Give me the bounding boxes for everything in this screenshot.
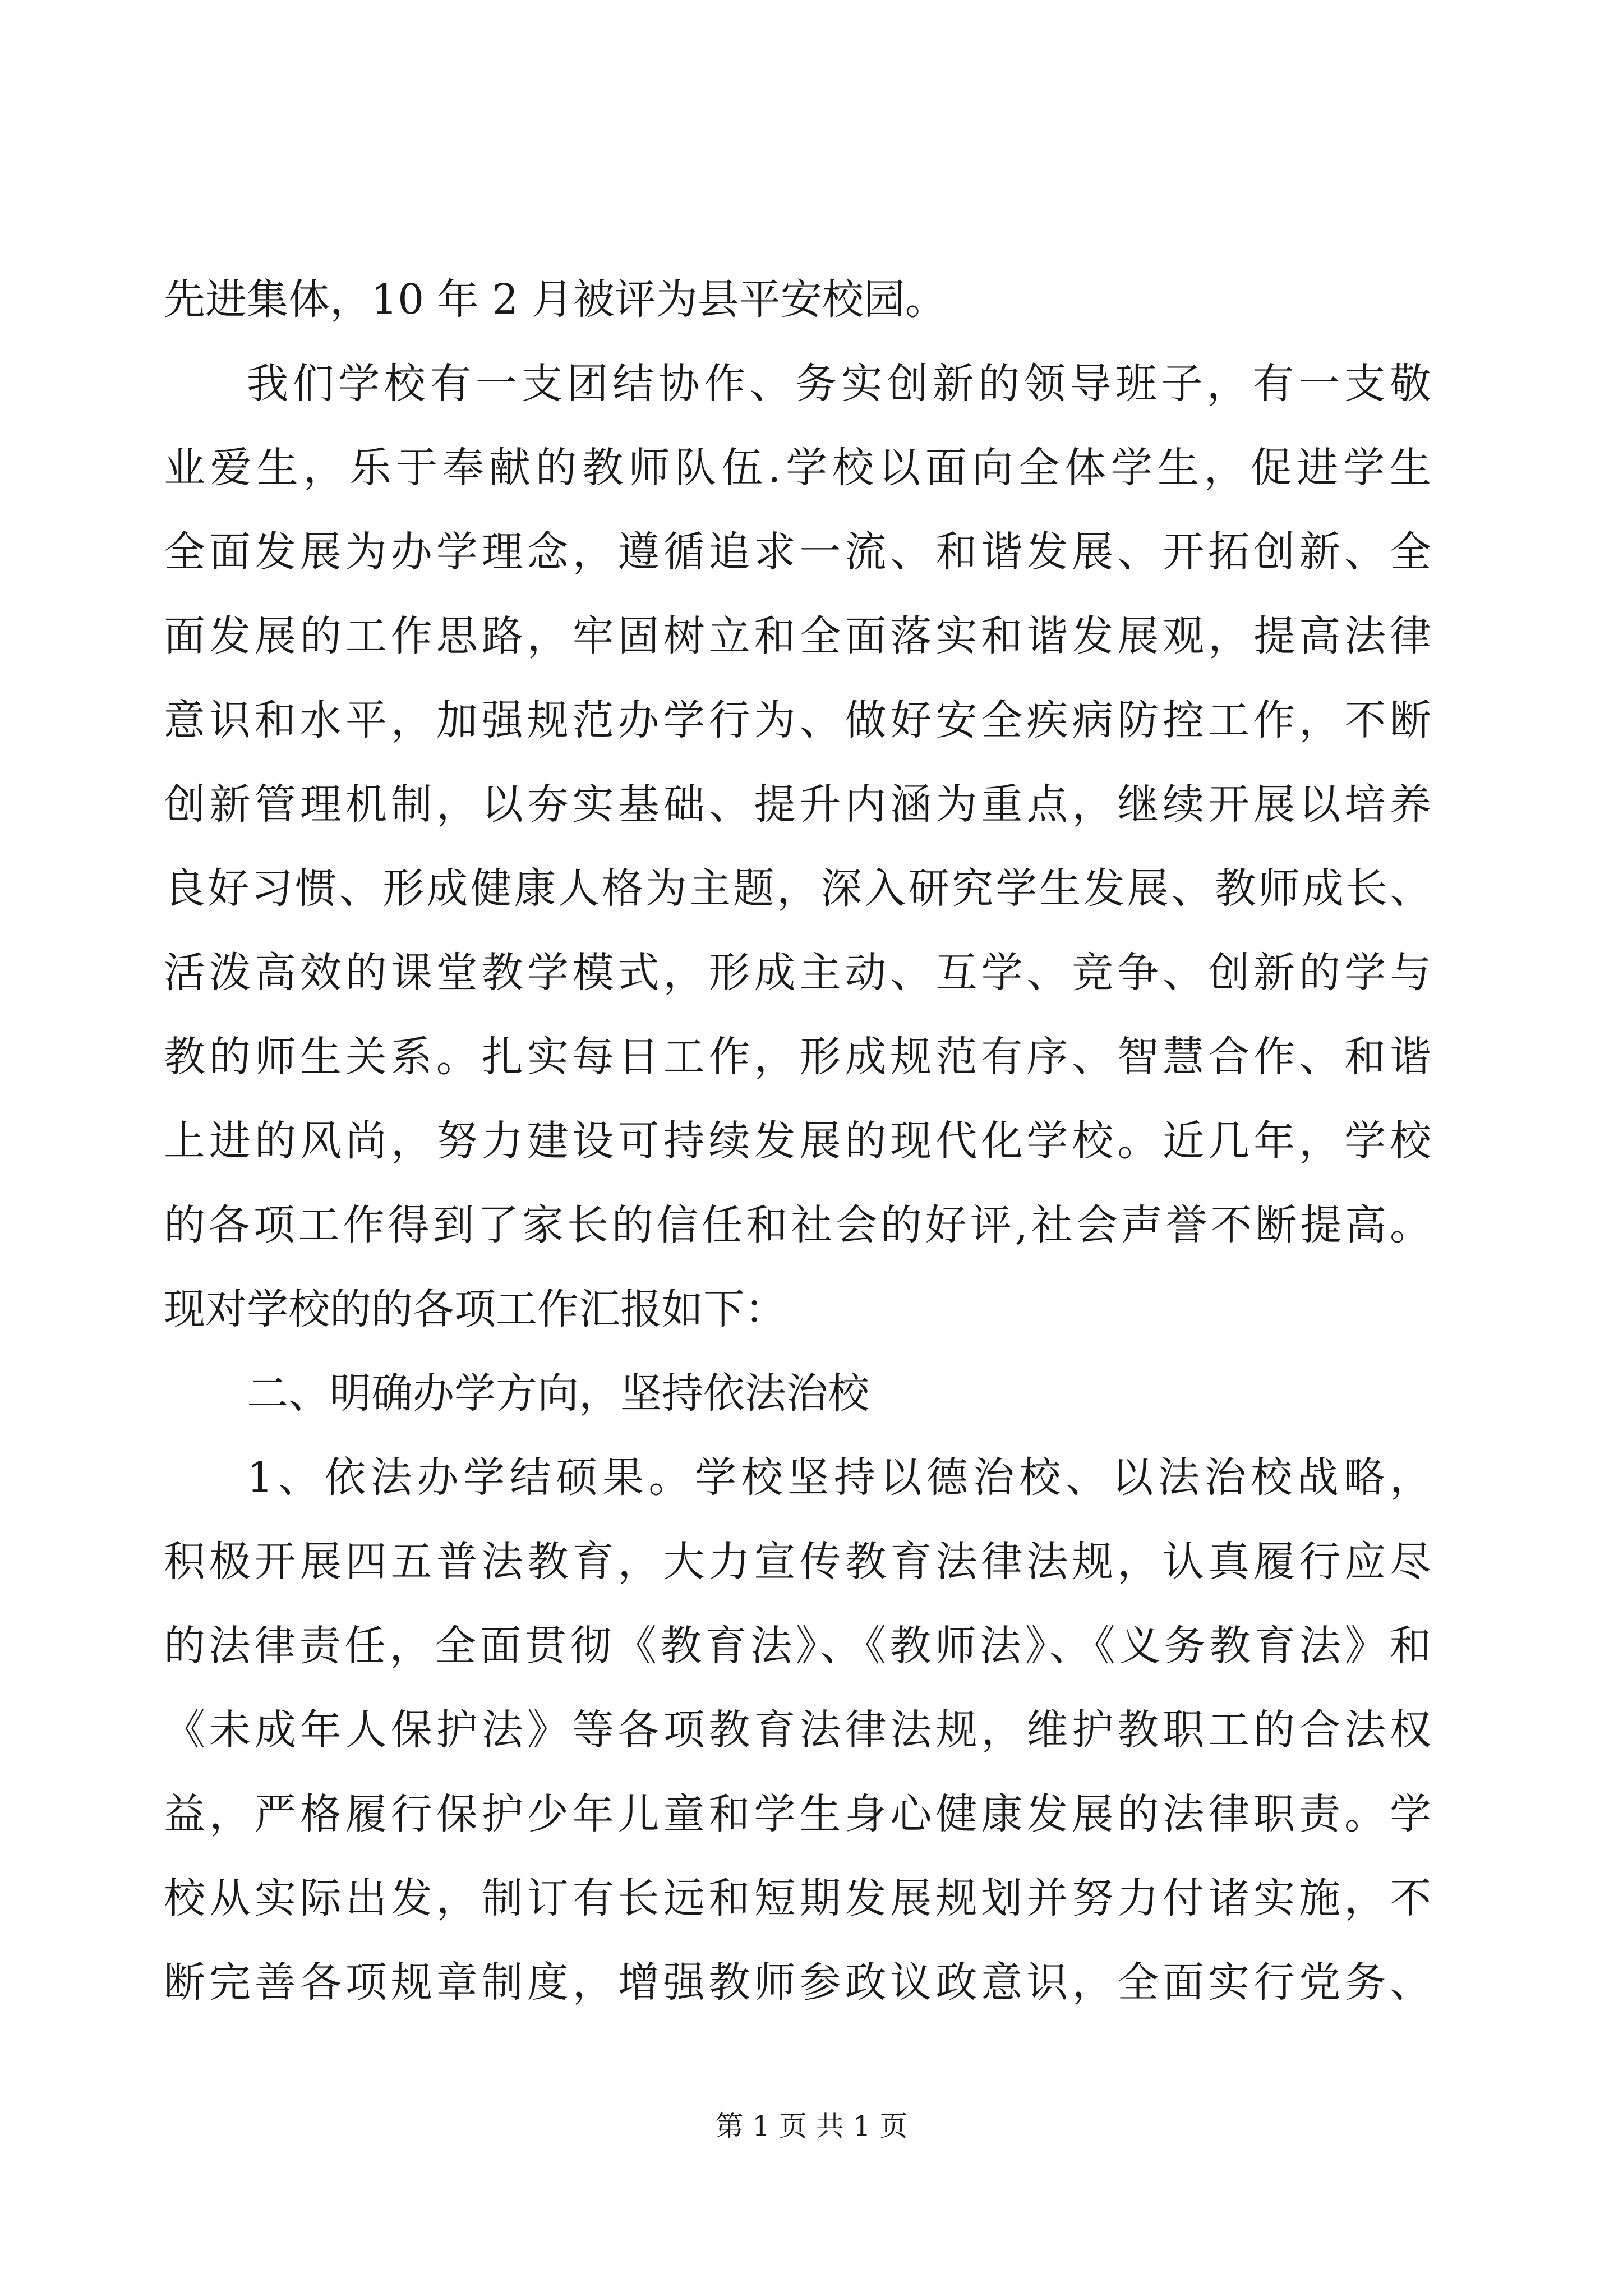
text-line-17: 的法律责任，全面贯彻《教育法》、《教师法》、《义务教育法》和 xyxy=(164,1622,1431,1670)
text-line-5: 面发展的工作思路，牢固树立和全面落实和谐发展观，提高法律 xyxy=(164,612,1431,660)
text-line-6: 意识和水平，加强规范办学行为、做好安全疾病防控工作，不断 xyxy=(164,696,1431,744)
text-line-13: 现对学校的的各项工作汇报如下： xyxy=(164,1285,786,1333)
text-line-18: 《未成年人保护法》等各项教育法律法规，维护教职工的合法权 xyxy=(164,1706,1431,1754)
text-line-9: 活泼高效的课堂教学模式，形成主动、互学、竞争、创新的学与 xyxy=(164,949,1431,997)
text-line-1: 先进集体，10 年 2 月被评为县平安校园。 xyxy=(164,275,947,324)
text-line-10: 教的师生关系。扎实每日工作，形成规范有序、智慧合作、和谐 xyxy=(164,1033,1431,1081)
document-body xyxy=(164,257,1431,2024)
text-line-3: 业爱生，乐于奉献的教师队伍.学校以面向全体学生，促进学生 xyxy=(164,444,1431,492)
text-line-16: 积极开展四五普法教育，大力宣传教育法律法规，认真履行应尽 xyxy=(164,1538,1431,1586)
text-line-2: 我们学校有一支团结协作、务实创新的领导班子，有一支敬 xyxy=(247,360,1431,408)
text-line-19: 益，严格履行保护少年儿童和学生身心健康发展的法律职责。学 xyxy=(164,1790,1431,1838)
text-line-7: 创新管理机制，以夯实基础、提升内涵为重点，继续开展以培养 xyxy=(164,780,1431,829)
text-line-4: 全面发展为办学理念，遵循追求一流、和谐发展、开拓创新、全 xyxy=(164,528,1431,576)
text-line-15: 1、依法办学结硕果。学校坚持以德治校、以法治校战略， xyxy=(247,1453,1431,1502)
section-heading: 二、明确办学方向，坚持依法治校 xyxy=(247,1369,869,1418)
page-footer: 第 1 页 共 1 页 xyxy=(715,2110,908,2142)
text-line-20: 校从实际出发，制订有长远和短期发展规划并努力付诸实施，不 xyxy=(164,1874,1431,1922)
text-line-8: 良好习惯、形成健康人格为主题，深入研究学生发展、教师成长、 xyxy=(164,864,1431,913)
text-line-11: 上进的风尚，努力建设可持续发展的现代化学校。近几年，学校 xyxy=(164,1117,1431,1165)
text-line-21: 断完善各项规章制度，增强教师参政议政意识，全面实行党务、 xyxy=(164,1958,1431,2007)
text-line-12: 的各项工作得到了家长的信任和社会的好评,社会声誉不断提高。 xyxy=(164,1201,1431,1249)
